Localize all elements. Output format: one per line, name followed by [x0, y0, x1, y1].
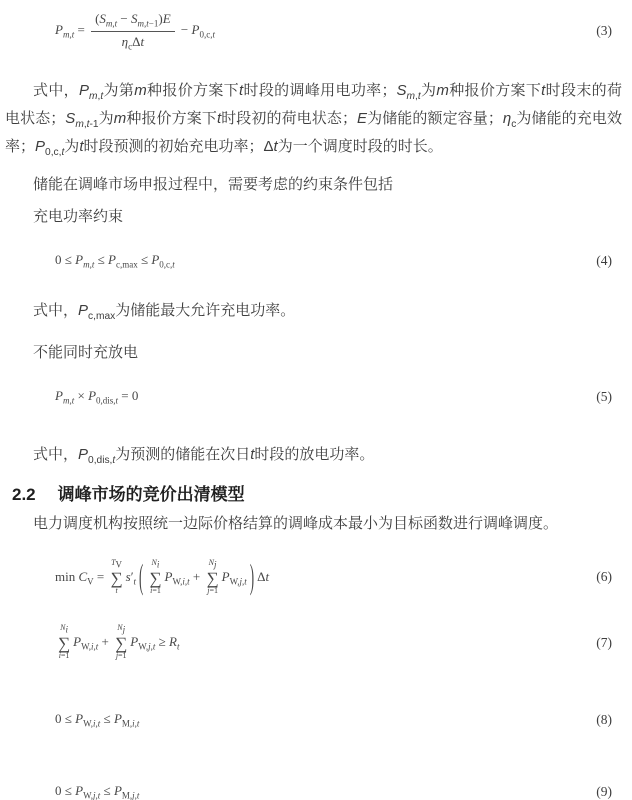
- equation-7-formula: $N_i$ ∑ i=1 $P_{W,i,t}$ + $N_j$ ∑ j=1 $P_{W,j,t} \ge R_t$: [58, 622, 180, 661]
- section-number: 2.2: [12, 484, 36, 504]
- equation-7: [0, 624, 632, 661]
- equation-8-number: (8): [596, 712, 612, 728]
- equation-9-number: (9): [596, 783, 612, 799]
- equation-5-formula: $P_{m,t} \times P_{0,dis,t} = 0$: [55, 388, 139, 406]
- equation-6-number: (6): [596, 569, 612, 585]
- paragraph-eq5-symbol-definitions: 式中，$P_{0,dis,t}$为预测的储能在次日t时段的放电功率。: [33, 445, 375, 466]
- paragraph-clearing-model-intro: 电力调度机构按照统一边际价格结算的调峰成本最小为目标函数进行调峰调度。: [33, 514, 559, 532]
- equation-4: [0, 252, 632, 270]
- equation-8: [0, 711, 632, 729]
- paragraph-eq4-symbol-definitions: 式中，$P_{c,max}$为储能最大允许充电功率。: [33, 302, 296, 323]
- equation-3: [0, 10, 632, 52]
- equation-9-formula: $0 \le P_{W,j,t} \le P_{M,j,t}$: [55, 782, 140, 800]
- paragraph-constraints-intro: 储能在调峰市场申报过程中，需要考虑的约束条件包括: [33, 176, 394, 194]
- equation-6-formula: $\min C_V$ = $T_V$ ∑ t $s'_t$ ( $N_i$ ∑ i=1 $P_{W,i,t}$ + $N_j$ ∑ j=1 $P_{W,j,t}$ ) Δt: [55, 555, 270, 597]
- paragraph-eq3-symbol-definitions: 式中，$P_{m,t}$为第m种报价方案下t时段的调峰用电功率；$S_{m,t}$为m种报价方案下t时段末的荷电状态；$S_{m,t-1}$为m种报价方案下t时段初的荷电状态；E为储能的额定容量；$\eta_c$为储能的充电效率；$P_{0,c,t}$为t时段预测的初始充电功率；Δt为一个调度时段的时长。: [5, 82, 622, 159]
- paragraph-no-simultaneous-charge-discharge-label: 不能同时充放电: [33, 344, 139, 362]
- equation-7-number: (7): [596, 634, 612, 650]
- equation-5-number: (5): [596, 388, 612, 404]
- equation-8-formula: $0 \le P_{W,i,t} \le P_{M,i,t}$: [55, 711, 140, 729]
- equation-3-formula: $P_{m,t}$ = $(S_{m,t} - S_{m,t-1})E$ $\eta_c\Delta t$ − $P_{0,c,t}$: [55, 11, 215, 52]
- section-heading-2-2: [12, 480, 622, 505]
- paragraph-charging-power-constraint-label: 充电功率约束: [33, 208, 124, 226]
- equation-4-number: (4): [596, 253, 612, 269]
- equation-4-formula: $0 \le P_{m,t} \le P_{c,max} \le P_{0,c,t}$: [55, 252, 175, 271]
- equation-9: [0, 783, 632, 800]
- equation-6: [0, 555, 632, 597]
- section-title: 调峰市场的竞价出清模型: [57, 484, 245, 504]
- equation-5: [0, 388, 632, 406]
- equation-3-number: (3): [596, 23, 612, 39]
